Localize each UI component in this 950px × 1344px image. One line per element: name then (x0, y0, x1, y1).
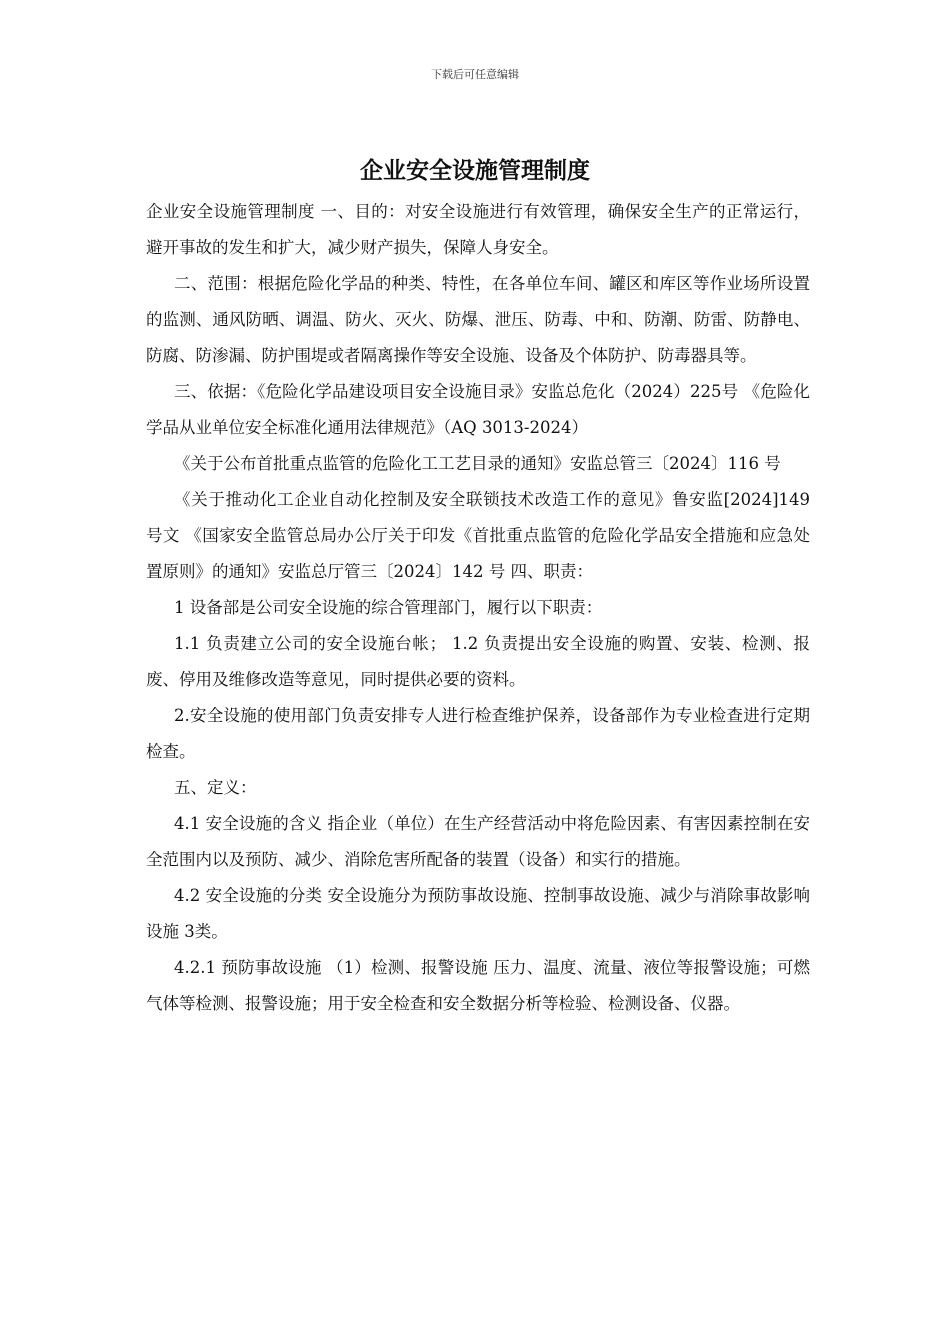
paragraph-basis-notice: 《关于公布首批重点监管的危险化工工艺目录的通知》安监总管三〔2024〕116 号 (174, 454, 781, 473)
paragraph-duty-1-1: 1.1 负责建立公司的安全设施台帐； 1.2 负责提出安全设施的购置、安装、检测、报废、停用及维修改造等意见，同时提供必要的资料。 (146, 634, 810, 689)
document-body (146, 194, 810, 1022)
paragraph-definition-heading: 五、定义： (174, 778, 257, 797)
paragraph-scope: 二、范围：根据危险化学品的种类、特性，在各单位车间、罐区和库区等作业场所设置的监测、通风防晒、调温、防火、灭火、防爆、泄压、防毒、中和、防潮、防雷、防静电、防腐、防渗漏、防护围堤或者隔离操作等安全设施、设备及个体防护、防毒器具等。 (146, 274, 810, 365)
paragraph-definition-4-2: 4.2 安全设施的分类 安全设施分为预防事故设施、控制事故设施、减少与消除事故影响设施 3类。 (146, 886, 810, 941)
document-title: 企业安全设施管理制度 (360, 158, 590, 184)
header-note: 下载后可任意编辑 (431, 68, 519, 81)
paragraph-duty-1: 1 设备部是公司安全设施的综合管理部门，履行以下职责： (174, 598, 603, 617)
paragraph-basis-opinion: 《关于推动化工企业自动化控制及安全联锁技术改造工作的意见》鲁安监[2024]149 号文 《国家安全监管总局办公厅关于印发《首批重点监管的危险化学品安全措施和应急处置原则》的通知》安监总厅管三〔2024〕142 号 四、职责： (146, 490, 810, 581)
paragraph-definition-4-1: 4.1 安全设施的含义 指企业（单位）在生产经营活动中将危险因素、有害因素控制在安全范围内以及预防、减少、消除危害所配备的装置（设备）和实行的措施。 (146, 814, 810, 869)
paragraph-basis: 三、依据：《危险化学品建设项目安全设施目录》安监总危化（2024）225号 《危险化学品从业单位安全标准化通用法律规范》（AQ 3013-2024） (146, 382, 810, 437)
paragraph-duty-2: 2.安全设施的使用部门负责安排专人进行检查维护保养，设备部作为专业检查进行定期检查。 (146, 706, 810, 761)
paragraph-definition-4-2-1: 4.2.1 预防事故设施 （1）检测、报警设施 压力、温度、流量、液位等报警设施；可燃气体等检测、报警设施；用于安全检查和安全数据分析等检验、检测设备、仪器。 (146, 958, 810, 1013)
paragraph-purpose: 企业安全设施管理制度 一、目的：对安全设施进行有效管理，确保安全生产的正常运行，避开事故的发生和扩大，减少财产损失，保障人身安全。 (146, 202, 810, 257)
